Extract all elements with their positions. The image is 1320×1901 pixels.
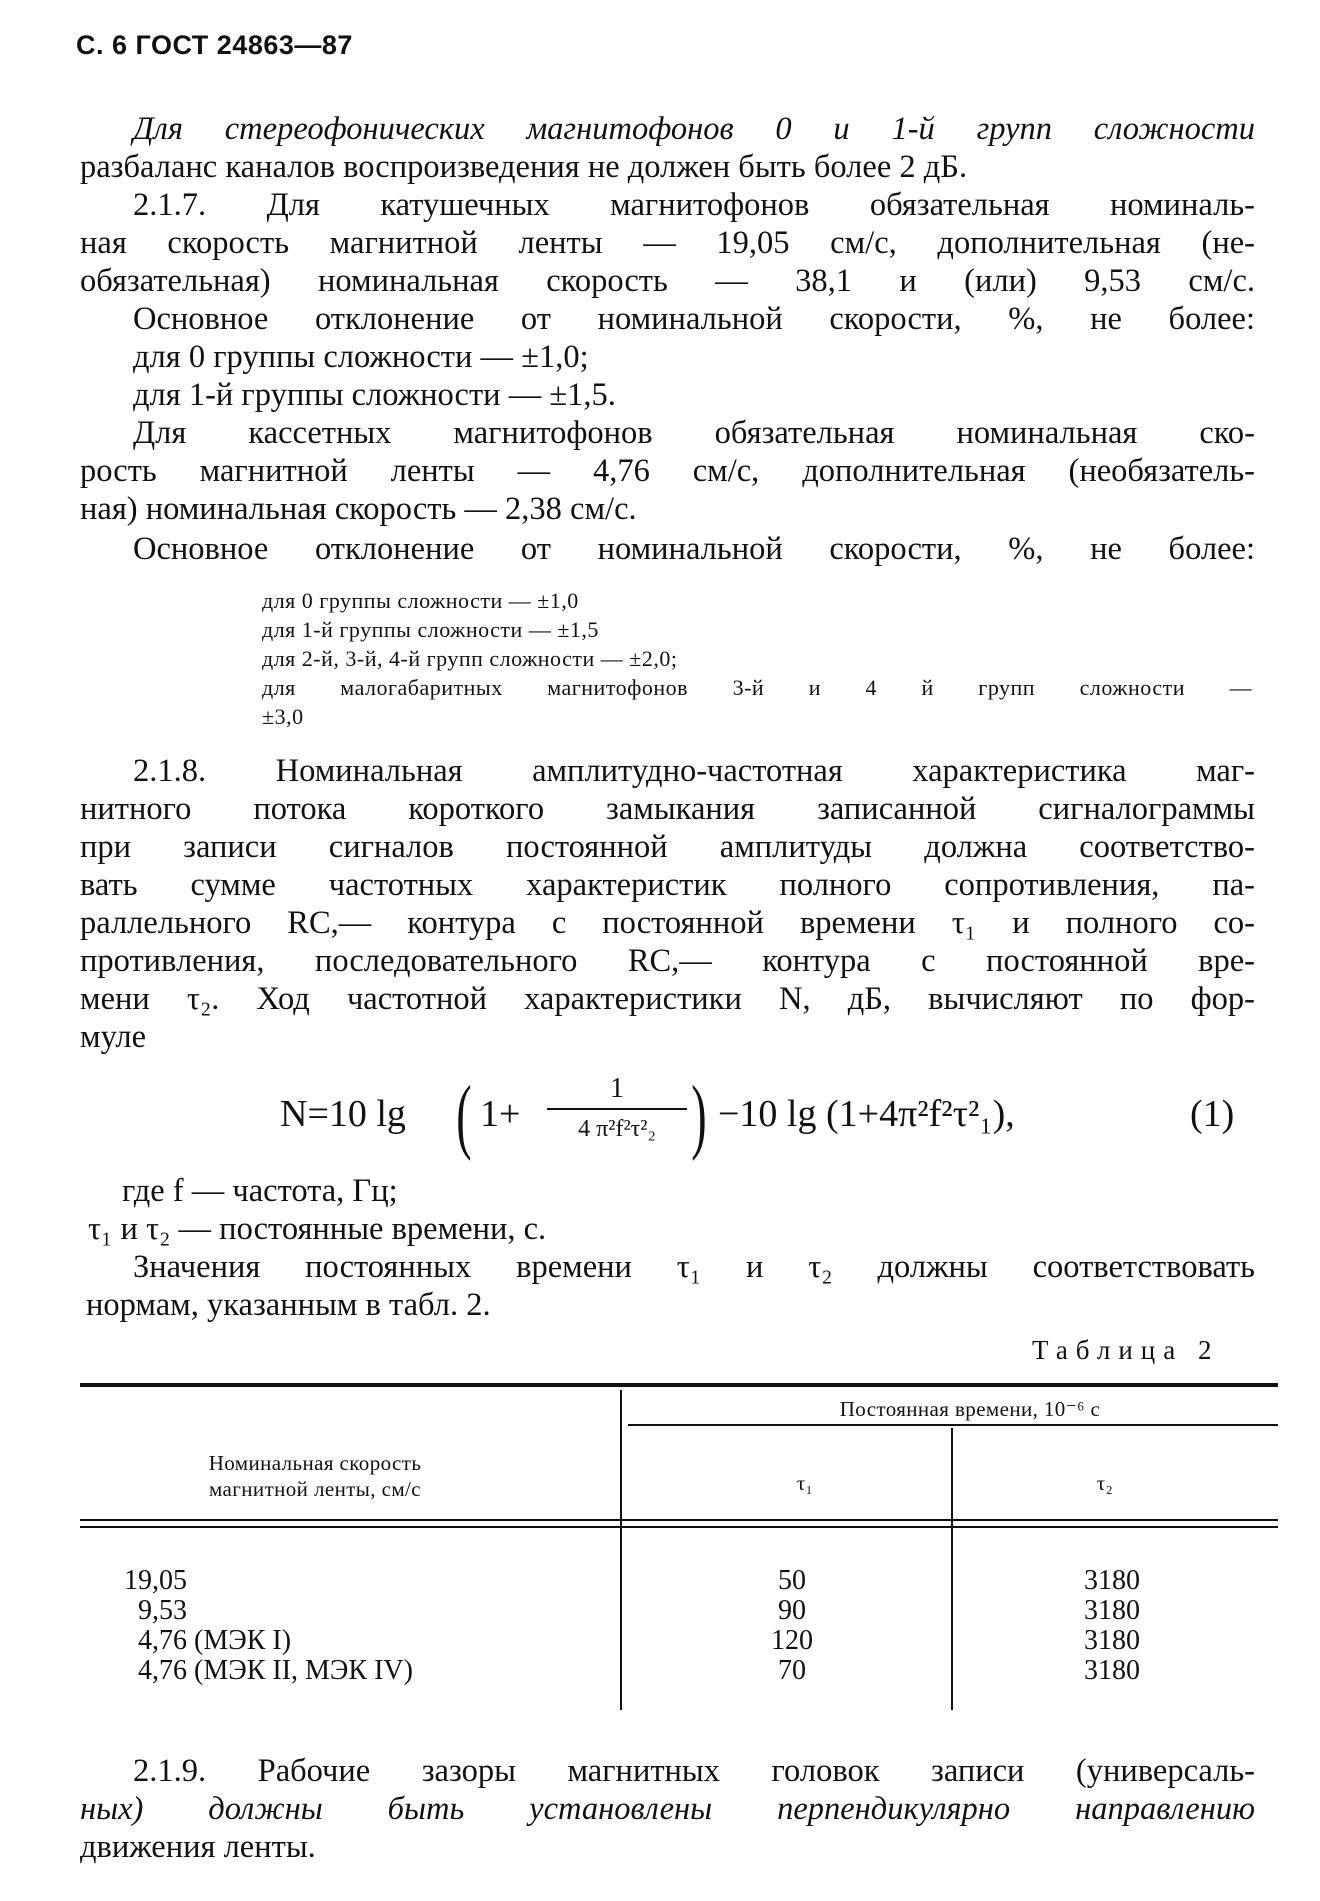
cell-tau1: 70 xyxy=(778,1655,806,1686)
text-line: где f — частота, Гц; xyxy=(122,1173,398,1209)
text-line: Основное отклонение от номинальной скорости, %, не более: xyxy=(133,531,1255,567)
text-line: противления, последовательного RC,— контура с постоянной вре- xyxy=(80,943,1255,979)
cell-speed: 4,76 (МЭК I) xyxy=(138,1625,292,1656)
section-2-1-7-line: 2.1.7. Для катушечных магнитофонов обязательная номиналь- xyxy=(133,187,1255,223)
list-item: для 1-й группы сложности — ±1,5 xyxy=(262,617,599,642)
text-line: ная) номинальная скорость — 2,38 см/с. xyxy=(80,491,637,527)
text-line: нормам, указанным в табл. 2. xyxy=(86,1287,491,1323)
text-line: мени τ₂. Ход частотной характеристики N, дБ, вычисляют по фор- xyxy=(80,981,1255,1017)
text-line: Для кассетных магнитофонов обязательная номинальная ско- xyxy=(133,415,1255,451)
col-header-speed xyxy=(150,1450,480,1502)
text-line: Для стереофонических магнитофонов 0 и 1-й групп сложности xyxy=(133,111,1255,147)
text-line: τ₁ и τ₂ — постоянные времени, с. xyxy=(88,1211,547,1247)
text-line: для 0 группы сложности — ±1,0; xyxy=(133,339,589,375)
text-line: ных) должны быть установлены перпендикулярно направлению xyxy=(80,1791,1255,1827)
formula-one-plus: 1+ xyxy=(480,1093,521,1135)
header-rule xyxy=(80,1519,1278,1521)
col-header-line: магнитной ленты, см/с xyxy=(209,1477,421,1501)
section-2-1-9-line: 2.1.9. Рабочие зазоры магнитных головок записи (универсаль- xyxy=(133,1753,1255,1789)
text-line: при записи сигналов постоянной амплитуды должна соответство- xyxy=(80,829,1255,865)
cell-tau2: 3180 xyxy=(1084,1625,1140,1656)
text-line: ная скорость магнитной ленты — 19,05 см/с, дополнительная (не- xyxy=(80,225,1255,261)
formula-numerator: 1 xyxy=(610,1073,624,1104)
formula-fraction xyxy=(547,1074,687,1144)
cell-tau1: 50 xyxy=(778,1565,806,1596)
list-item: ±3,0 xyxy=(262,704,304,729)
cell-tau1: 90 xyxy=(778,1595,806,1626)
text-line: рость магнитной ленты — 4,76 см/с, дополнительная (необязатель- xyxy=(80,453,1255,489)
cell-speed: 19,05 xyxy=(124,1565,187,1596)
formula-rhs: −10 lg (1+4π²f²τ²₁), xyxy=(718,1093,1015,1135)
list-item: для 0 группы сложности — ±1,0 xyxy=(262,588,579,613)
formula-1 xyxy=(280,1068,1280,1178)
cell-tau2: 3180 xyxy=(1084,1595,1140,1626)
header-rule xyxy=(80,1526,1278,1528)
list-item: для малогабаритных магнитофонов 3-й и 4 й групп сложности — xyxy=(262,675,1252,700)
col-header-tau1: τ₁ xyxy=(796,1471,814,1495)
text-line: нитного потока короткого замыкания записанной сигналограммы xyxy=(80,791,1255,827)
cell-speed: 4,76 (МЭК II, МЭК IV) xyxy=(138,1655,413,1686)
col-header-tau2: τ₂ xyxy=(1096,1471,1114,1495)
table-col-divider xyxy=(951,1428,953,1710)
cell-tau2: 3180 xyxy=(1084,1655,1140,1686)
col-header-group: Постоянная времени, 10⁻⁶ с xyxy=(839,1397,1101,1421)
col-header-line: Номинальная скорость xyxy=(208,1451,422,1475)
text-line: движения ленты. xyxy=(80,1829,316,1865)
fraction-bar xyxy=(547,1108,687,1110)
text-line: раллельного RC,— контура с постоянной времени τ₁ и полного со- xyxy=(80,905,1255,941)
cell-tau2: 3180 xyxy=(1084,1565,1140,1596)
text-line: Основное отклонение от номинальной скорости, %, не более: xyxy=(133,301,1255,337)
table-top-rule xyxy=(80,1383,1278,1387)
text-line: вать сумме частотных характеристик полного сопротивления, па- xyxy=(80,867,1255,903)
section-2-1-8-line: 2.1.8. Номинальная амплитудно-частотная характеристика маг- xyxy=(133,753,1255,789)
formula-number: (1) xyxy=(1190,1093,1235,1135)
group-header-rule xyxy=(628,1424,1278,1426)
text-line: для 1-й группы сложности — ±1,5. xyxy=(133,377,616,413)
text-line: разбаланс каналов воспроизведения не должен быть более 2 дБ. xyxy=(80,149,968,185)
page-header: С. 6 ГОСТ 24863—87 xyxy=(76,30,353,60)
text-line: обязательная) номинальная скорость — 38,1 и (или) 9,53 см/с. xyxy=(80,263,1255,299)
table-col-divider xyxy=(620,1390,622,1710)
text-line: муле xyxy=(80,1019,147,1055)
cell-tau1: 120 xyxy=(771,1625,813,1656)
formula-paren-open: ( xyxy=(456,1069,472,1162)
formula-paren-close: ) xyxy=(691,1069,707,1162)
cell-speed: 9,53 xyxy=(138,1595,187,1626)
table-caption: Таблица 2 xyxy=(1032,1335,1220,1365)
list-item: для 2-й, 3-й, 4-й групп сложности — ±2,0; xyxy=(262,646,678,671)
formula-lhs: N=10 lg xyxy=(280,1093,406,1135)
text-line: Значения постоянных времени τ₁ и τ₂ должны соответствовать xyxy=(133,1249,1255,1285)
formula-denominator: 4 π²f²τ²₂ xyxy=(578,1116,656,1142)
